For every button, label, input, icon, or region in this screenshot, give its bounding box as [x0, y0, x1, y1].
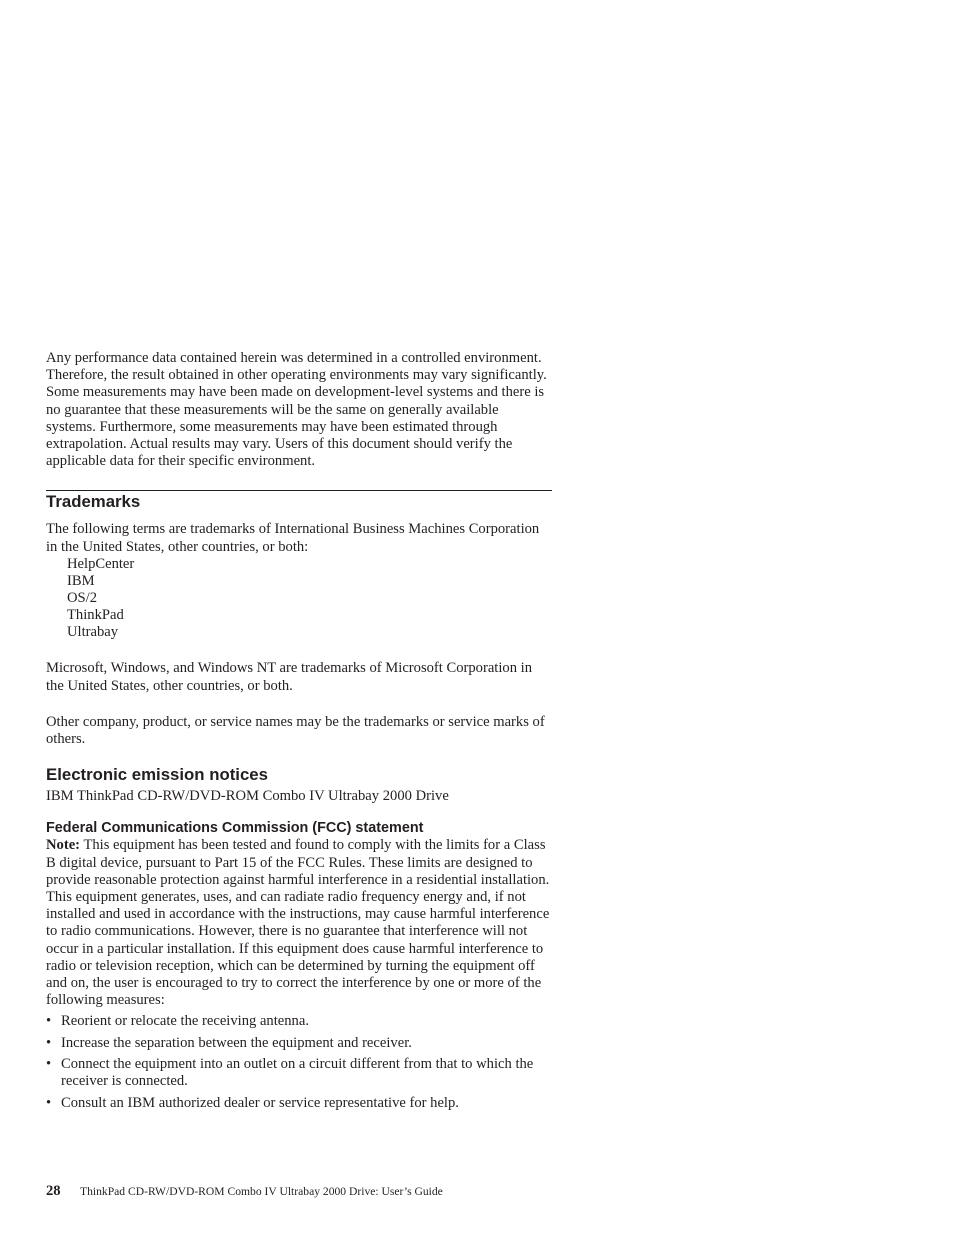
- note-text: This equipment has been tested and found to comply with the limits for a Class B digital device, pursuant to Part 15 of the FCC Rules. These limits are designed to provide reasonable protection against harmful interference in a residential installation. This equipment generates, uses, and can radiate radio frequency energy and, if not installed and used in accordance with the instructions, may cause harmful interference to radio communications. However, there is no guarantee that interference will not occur in a particular installation. If this equipment does cause harmful interference to radio or television reception, which can be determined by turning the equipment off and on, the user is encouraged to try to correct the interference by one or more of the following measures:: [46, 837, 550, 1009]
- page-content: [46, 350, 552, 1116]
- performance-paragraph: Any performance data contained herein was determined in a controlled environment. Therefore, the result obtained in other operating environments may vary significantly. Some measurements may have been made on development-level systems and there is no guarantee that these measurements will be the same on generally available systems. Furthermore, some measurements may have been estimated through extrapolation. Actual results may vary. Users of this document should verify the applicable data for their specific environment.: [46, 350, 547, 470]
- other-trademarks-paragraph: Other company, product, or service names may be the trademarks or service marks of others.: [46, 713, 545, 747]
- list-item: [46, 1095, 552, 1112]
- bullet-icon: •: [46, 1056, 52, 1073]
- fcc-note-paragraph: [46, 837, 552, 1009]
- trademark-term: IBM: [67, 572, 95, 589]
- list-item: [46, 1056, 552, 1090]
- measure-text: Increase the separation between the equipment and receiver.: [61, 1034, 412, 1051]
- page-number: 28: [46, 1183, 61, 1199]
- measure-text: Consult an IBM authorized dealer or service representative for help.: [61, 1094, 459, 1111]
- microsoft-trademark-paragraph: Microsoft, Windows, and Windows NT are trademarks of Microsoft Corporation in the United States, other countries, or both.: [46, 660, 533, 694]
- list-item: [46, 1013, 552, 1030]
- trademark-term: OS/2: [67, 590, 98, 607]
- fcc-measures-list: [46, 1013, 552, 1112]
- bullet-icon: •: [46, 1013, 52, 1030]
- trademark-term: HelpCenter: [67, 555, 135, 572]
- trademark-term: ThinkPad: [67, 607, 124, 624]
- trademarks-intro: The following terms are trademarks of International Business Machines Corporation in the United States, other countries, or both:: [46, 521, 540, 555]
- product-name: IBM ThinkPad CD-RW/DVD-ROM Combo IV Ultrabay 2000 Drive: [46, 788, 449, 805]
- footer-title: ThinkPad CD-RW/DVD-ROM Combo IV Ultrabay 2000 Drive: User’s Guide: [80, 1185, 443, 1198]
- trademark-list: [46, 556, 552, 641]
- emission-heading: Electronic emission notices: [46, 765, 268, 785]
- bullet-icon: •: [46, 1034, 52, 1051]
- measure-text: Connect the equipment into an outlet on a circuit different from that to which the receiver is connected.: [61, 1056, 534, 1090]
- bullet-icon: •: [46, 1094, 52, 1111]
- note-label: Note:: [46, 837, 81, 854]
- page-footer: [46, 1182, 646, 1200]
- trademark-term: Ultrabay: [67, 624, 119, 641]
- fcc-heading: Federal Communications Commission (FCC) statement: [46, 820, 424, 837]
- list-item: [46, 1035, 552, 1052]
- measure-text: Reorient or relocate the receiving antenna.: [61, 1013, 309, 1030]
- trademarks-heading: Trademarks: [46, 492, 141, 512]
